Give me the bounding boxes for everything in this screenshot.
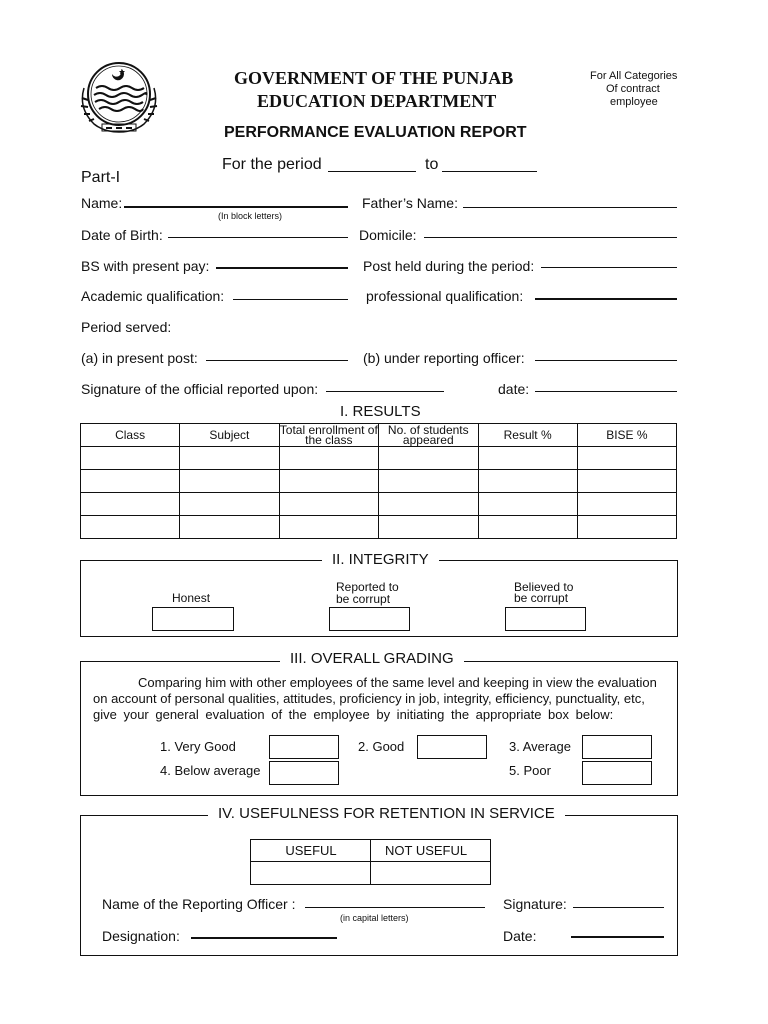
table-header-row: [81, 424, 677, 447]
bs-pay-field[interactable]: [216, 267, 348, 269]
usefulness-title: IV. USEFULNESS FOR RETENTION IN SERVICE: [208, 805, 565, 822]
good-label: 2. Good: [358, 739, 405, 754]
period-to-label: to: [425, 156, 439, 173]
name-field[interactable]: [124, 206, 348, 208]
name-label: Name:: [81, 195, 123, 211]
column-subject: Subject: [180, 424, 279, 447]
table-cell[interactable]: [180, 470, 279, 493]
table-cell[interactable]: [577, 516, 676, 539]
official-signature-field[interactable]: [326, 391, 444, 392]
table-row: [81, 470, 677, 493]
below-average-checkbox[interactable]: [269, 761, 339, 785]
column-students-appeared: No. of students appeared: [379, 424, 478, 447]
officer-signature-field[interactable]: [573, 907, 664, 908]
official-date-label: date:: [498, 381, 530, 397]
designation-field[interactable]: [191, 937, 337, 939]
honest-label: Honest: [172, 591, 211, 605]
reported-corrupt-checkbox[interactable]: [329, 607, 410, 631]
table-cell[interactable]: [478, 516, 577, 539]
believed-corrupt-label-2: be corrupt: [514, 591, 569, 605]
department-title: EDUCATION DEPARTMENT: [257, 91, 497, 111]
not-useful-header-cell: [370, 839, 491, 863]
grading-text-line-3: give your general evaluation of the employee by initiating the appropriate box below:: [93, 707, 614, 722]
table-cell[interactable]: [180, 493, 279, 516]
integrity-title: II. INTEGRITY: [322, 551, 439, 568]
officer-signature-label: Signature:: [503, 896, 567, 912]
academic-field[interactable]: [233, 299, 348, 300]
table-cell[interactable]: [577, 493, 676, 516]
table-cell[interactable]: [577, 447, 676, 470]
useful-header-cell: [250, 839, 372, 863]
officer-date-field[interactable]: [571, 936, 664, 938]
grading-text-line-1: Comparing him with other employees of the same level and keeping in view the evaluation: [138, 675, 657, 690]
dob-field[interactable]: [168, 237, 348, 238]
table-row: [81, 493, 677, 516]
reporting-officer-name-label: Name of the Reporting Officer :: [102, 896, 296, 912]
government-title: GOVERNMENT OF THE PUNJAB: [234, 68, 514, 88]
dob-label: Date of Birth:: [81, 227, 163, 243]
father-name-field[interactable]: [463, 207, 677, 208]
present-post-label: (a) in present post:: [81, 350, 198, 366]
very-good-label: 1. Very Good: [160, 739, 236, 754]
column-class: Class: [81, 424, 180, 447]
father-name-label: Father’s Name:: [362, 195, 458, 211]
bs-pay-label: BS with present pay:: [81, 258, 210, 274]
average-checkbox[interactable]: [582, 735, 652, 759]
useful-checkbox[interactable]: [250, 861, 372, 885]
table-cell[interactable]: [379, 470, 478, 493]
table-cell[interactable]: [279, 516, 379, 539]
honest-checkbox[interactable]: [152, 607, 234, 631]
block-letters-note: (In block letters): [218, 211, 283, 221]
reporting-officer-name-field[interactable]: [305, 907, 485, 908]
not-useful-checkbox[interactable]: [370, 861, 491, 885]
below-average-label: 4. Below average: [160, 763, 261, 778]
categories-line-2: Of contract: [606, 83, 660, 95]
poor-checkbox[interactable]: [582, 761, 652, 785]
good-checkbox[interactable]: [417, 735, 487, 759]
grading-text-line-2: on account of personal qualities, attitudes, proficiency in job, integrity, efficiency, punctuality, etc,: [93, 691, 645, 706]
categories-line-1: For All Categories: [590, 70, 678, 82]
column-total-enrollment: Total enrollment of the class: [279, 423, 378, 447]
table-cell[interactable]: [478, 470, 577, 493]
domicile-label: Domicile:: [359, 227, 417, 243]
column-bise-percent: BISE %: [577, 424, 676, 447]
reported-corrupt-label-2: be corrupt: [336, 592, 391, 606]
table-cell[interactable]: [279, 447, 379, 470]
results-title: I. RESULTS: [340, 403, 421, 420]
reported-corrupt-label-1: Reported to: [336, 580, 399, 594]
table-cell[interactable]: [81, 493, 180, 516]
post-held-field[interactable]: [541, 267, 677, 268]
report-title: PERFORMANCE EVALUATION REPORT: [224, 124, 527, 141]
grading-title: III. OVERALL GRADING: [280, 650, 464, 667]
table-cell[interactable]: [81, 470, 180, 493]
table-cell[interactable]: [379, 493, 478, 516]
table-cell[interactable]: [180, 516, 279, 539]
period-served-label: Period served:: [81, 319, 172, 335]
table-cell[interactable]: [478, 447, 577, 470]
very-good-checkbox[interactable]: [269, 735, 339, 759]
table-cell[interactable]: [279, 493, 379, 516]
under-officer-field[interactable]: [535, 360, 677, 361]
period-label: For the period: [222, 156, 322, 173]
results-table: [80, 423, 677, 539]
table-cell[interactable]: [180, 447, 279, 470]
table-row: [81, 447, 677, 470]
officer-date-label: Date:: [503, 928, 537, 944]
table-cell[interactable]: [478, 493, 577, 516]
post-held-label: Post held during the period:: [363, 258, 535, 274]
not-useful-label: NOT USEFUL: [385, 843, 468, 858]
table-cell[interactable]: [279, 470, 379, 493]
table-cell[interactable]: [379, 447, 478, 470]
believed-corrupt-label-1: Believed to: [514, 580, 574, 594]
punjab-emblem-logo: [72, 58, 166, 138]
table-row: [81, 516, 677, 539]
present-post-field[interactable]: [206, 360, 348, 361]
professional-label: professional qualification:: [366, 288, 524, 304]
period-from-field[interactable]: [328, 171, 416, 172]
categories-line-3: employee: [610, 96, 658, 108]
table-cell[interactable]: [81, 447, 180, 470]
official-signature-label: Signature of the official reported upon:: [81, 381, 319, 397]
table-cell[interactable]: [81, 516, 180, 539]
part-label: Part-I: [81, 169, 121, 186]
table-cell[interactable]: [379, 516, 478, 539]
period-to-field[interactable]: [442, 171, 537, 172]
domicile-field[interactable]: [424, 237, 677, 238]
capital-letters-note: (in capital letters): [340, 913, 409, 923]
believed-corrupt-checkbox[interactable]: [505, 607, 586, 631]
academic-label: Academic qualification:: [81, 288, 225, 304]
average-label: 3. Average: [509, 739, 571, 754]
column-result-percent: Result %: [478, 424, 577, 447]
official-date-field[interactable]: [535, 391, 677, 392]
useful-label: USEFUL: [285, 843, 337, 858]
poor-label: 5. Poor: [509, 763, 551, 778]
designation-label: Designation:: [102, 928, 180, 944]
under-officer-label: (b) under reporting officer:: [363, 350, 525, 366]
table-cell[interactable]: [577, 470, 676, 493]
professional-field[interactable]: [535, 298, 677, 300]
